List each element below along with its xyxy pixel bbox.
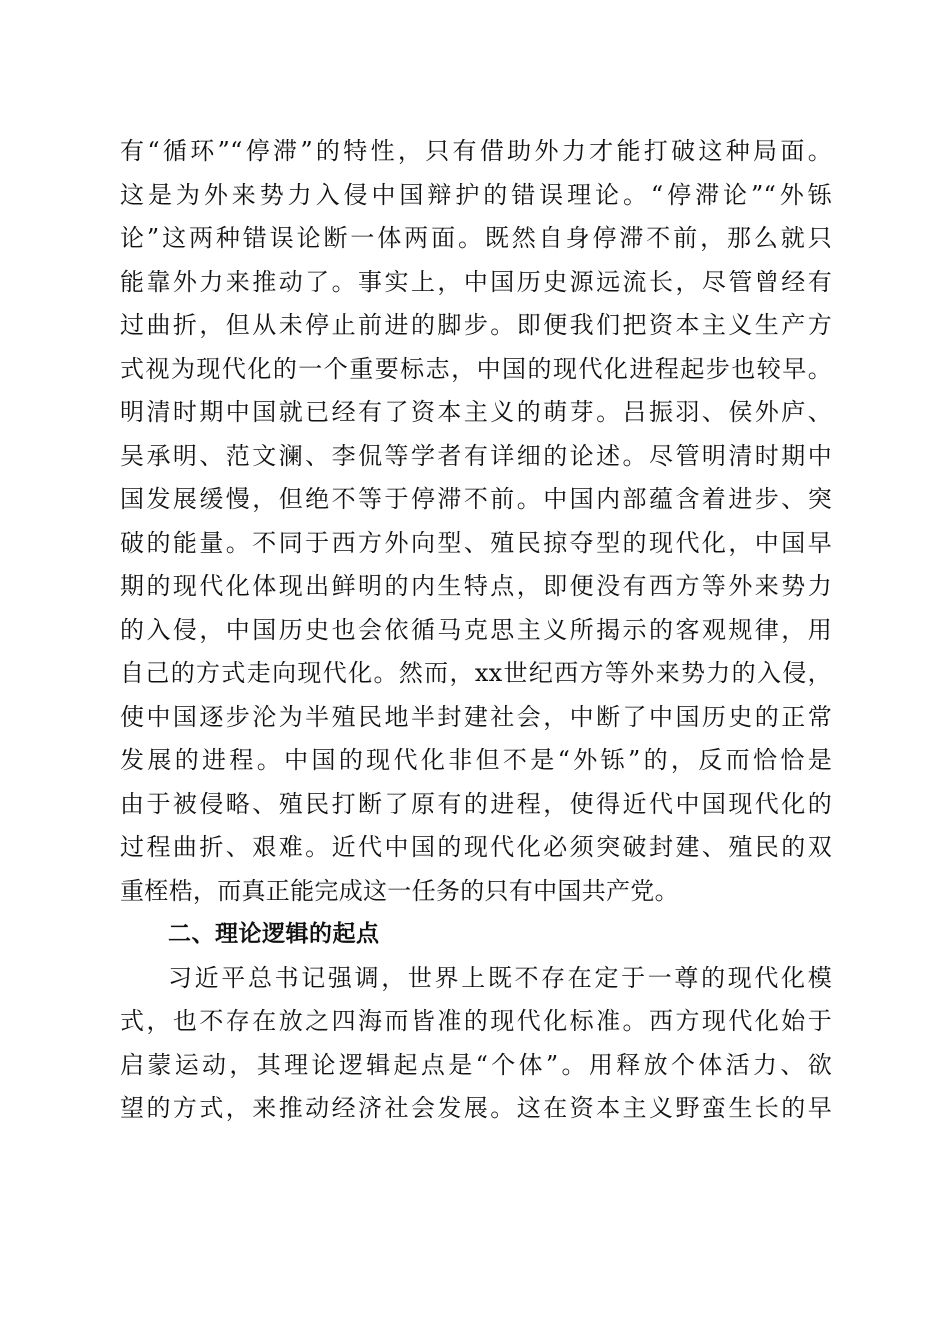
text-line: 吴承明、范文澜、李侃等学者有详细的论述。尽管明清时期中 xyxy=(120,441,832,470)
text-line: 的入侵，中国历史也会依循马克思主义所揭示的客观规律，用 xyxy=(120,615,832,644)
text-line: 使中国逐步沦为半殖民地半封建社会，中断了中国历史的正常 xyxy=(120,702,832,731)
text-line: 重桎梏，而真正能完成这一任务的只有中国共产党。 xyxy=(120,876,679,905)
section-heading: 二、理论逻辑的起点 xyxy=(168,921,380,947)
text-line: 过程曲折、艰难。近代中国的现代化必须突破封建、殖民的双 xyxy=(120,833,832,861)
text-line: 发展的进程。中国的现代化非但不是“外铄”的，反而恰恰是 xyxy=(120,746,832,774)
text-line: 自己的方式走向现代化。然而，xx世纪西方等外来势力的入侵， xyxy=(120,659,832,687)
text-line: 论”这两种错误论断一体两面。既然自身停滞不前，那么就只 xyxy=(120,224,832,252)
paragraph-continuation xyxy=(120,130,832,913)
text-line: 有“循环”“停滞”的特性，只有借助外力才能打破这种局面。 xyxy=(120,137,832,165)
text-line: 习近平总书记强调，世界上既不存在定于一尊的现代化模 xyxy=(168,963,832,992)
text-line: 期的现代化体现出鲜明的内生特点，即便没有西方等外来势力 xyxy=(120,572,832,600)
text-line: 启蒙运动，其理论逻辑起点是“个体”。用释放个体活力、欲 xyxy=(120,1050,832,1079)
text-line: 明清时期中国就已经有了资本主义的萌芽。吕振羽、侯外庐、 xyxy=(120,398,832,426)
text-line: 这是为外来势力入侵中国辩护的错误理论。“停滞论”“外铄 xyxy=(120,180,832,209)
text-line: 望的方式，来推动经济社会发展。这在资本主义野蛮生长的早 xyxy=(120,1094,832,1122)
text-line: 国发展缓慢，但绝不等于停滞不前。中国内部蕴含着进步、突 xyxy=(120,485,832,513)
paragraph xyxy=(120,957,832,1131)
text-line: 式视为现代化的一个重要标志，中国的现代化进程起步也较早。 xyxy=(120,354,832,383)
text-line: 式，也不存在放之四海而皆准的现代化标准。西方现代化始于 xyxy=(120,1007,832,1035)
text-line: 由于被侵略、殖民打断了原有的进程，使得近代中国现代化的 xyxy=(120,789,832,818)
text-line: 能靠外力来推动了。事实上，中国历史源远流长，尽管曾经有 xyxy=(120,267,832,296)
document-body xyxy=(120,130,832,1131)
text-line: 破的能量。不同于西方外向型、殖民掠夺型的现代化，中国早 xyxy=(120,528,832,557)
text-line: 过曲折，但从未停止前进的脚步。即便我们把资本主义生产方 xyxy=(120,311,832,339)
